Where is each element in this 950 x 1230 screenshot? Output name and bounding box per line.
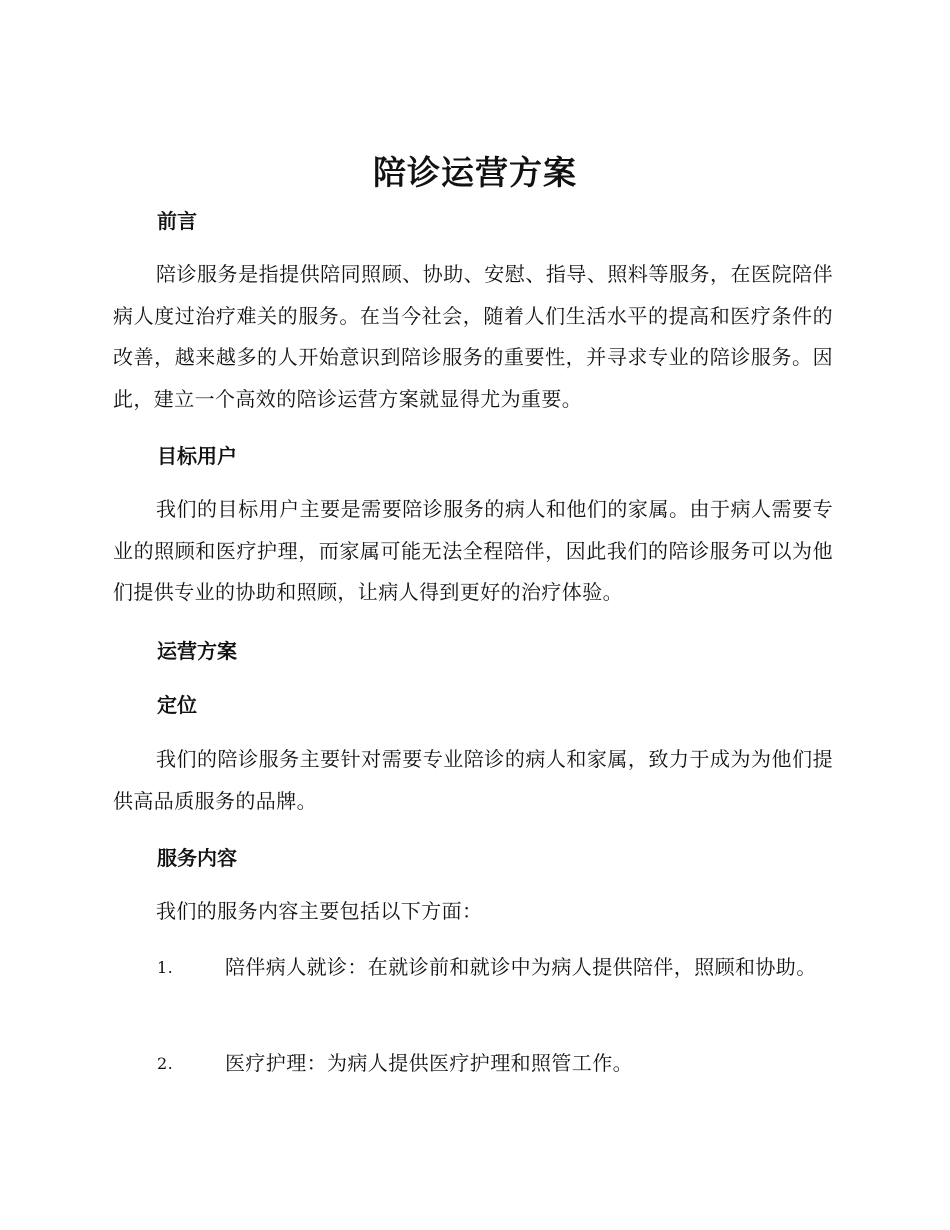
heading-service-content: 服务内容 bbox=[157, 846, 237, 870]
heading-positioning: 定位 bbox=[157, 693, 197, 717]
heading-operation-plan: 运营方案 bbox=[157, 639, 237, 663]
list-item-text: 医疗护理：为病人提供医疗护理和照管工作。 bbox=[225, 1051, 633, 1075]
heading-preface: 前言 bbox=[157, 209, 197, 233]
paragraph-service-intro: 我们的服务内容主要包括以下方面： bbox=[156, 899, 483, 923]
document-title: 陪诊运营方案 bbox=[373, 153, 577, 192]
paragraph-positioning: 我们的陪诊服务主要针对需要专业陪诊的病人和家属，致力于成为为他们提供高品质服务的品牌。 bbox=[113, 747, 833, 813]
paragraph-target-users: 我们的目标用户主要是需要陪诊服务的病人和他们的家属。由于病人需要专业的照顾和医疗护理，而家属可能无法全程陪伴，因此我们的陪诊服务可以为他们提供专业的协助和照顾，让病人得到更好的治疗体验。 bbox=[113, 497, 833, 604]
list-item bbox=[113, 947, 833, 989]
paragraph-preface: 陪诊服务是指提供陪同照顾、协助、安慰、指导、照料等服务，在医院陪伴病人度过治疗难关的服务。在当今社会，随着人们生活水平的提高和医疗条件的改善，越来越多的人开始意识到陪诊服务的重要性，并寻求专业的陪诊服务。因此，建立一个高效的陪诊运营方案就显得尤为重要。 bbox=[113, 262, 833, 411]
list-item-number: 1. bbox=[157, 958, 174, 977]
heading-target-users: 目标用户 bbox=[157, 444, 237, 468]
list-item-text: 陪伴病人就诊：在就诊前和就诊中为病人提供陪伴，照顾和协助。 bbox=[225, 955, 817, 979]
list-item-number: 2. bbox=[157, 1054, 174, 1073]
list-item bbox=[113, 1043, 833, 1085]
